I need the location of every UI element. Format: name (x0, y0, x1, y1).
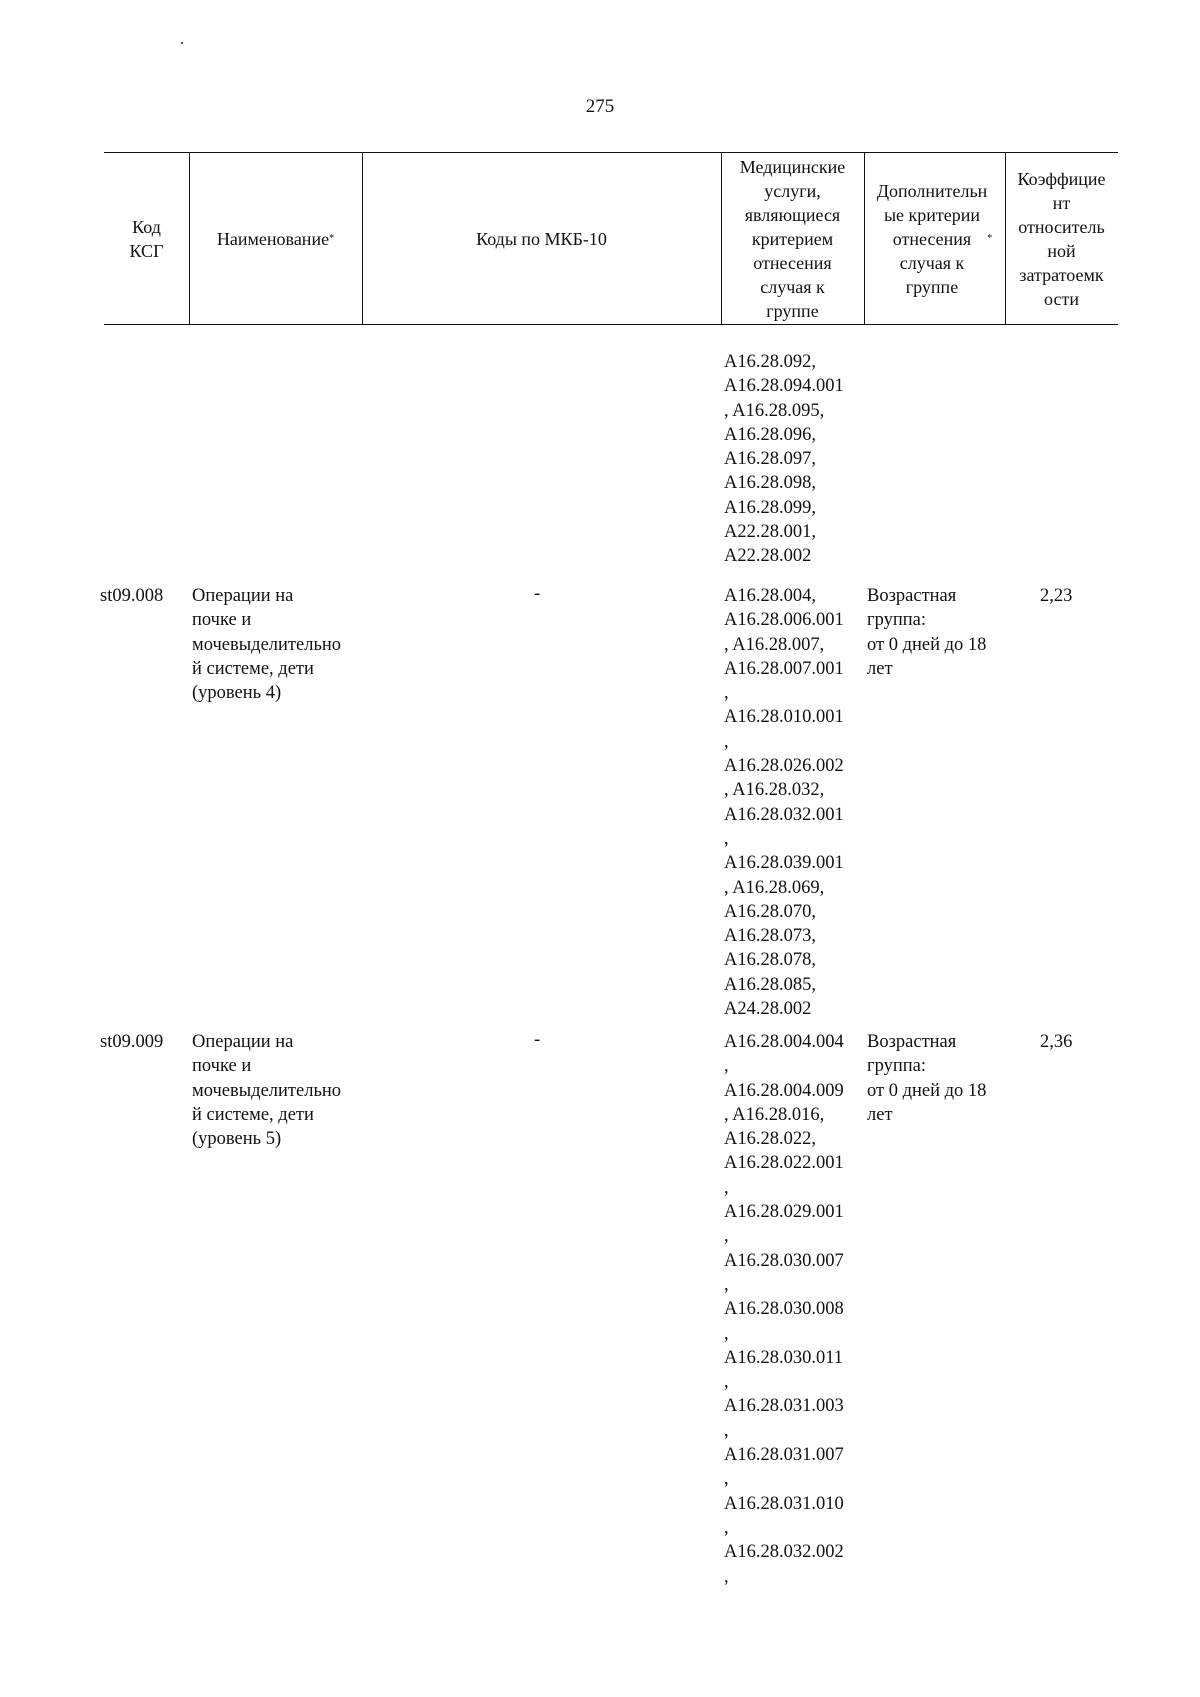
row-code: st09.008 (100, 586, 164, 606)
header-code: Код КСГ (129, 216, 164, 261)
header-extra-criteria (864, 153, 1005, 324)
continued-services: A16.28.092, A16.28.094.001 , A16.28.095, A16.28.096, A16.28.097, A16.28.098, A16.28.099, A22.28.001, A22.28.002 (724, 352, 844, 567)
row-icd: - (534, 1030, 541, 1050)
header-icd: Коды по МКБ-10 (476, 228, 607, 249)
row-icd: - (534, 584, 541, 604)
header-coefficient: Коэффицие нт относитель ной затратоемк ости (1017, 168, 1106, 309)
header-extra-label: Дополнительн ые критерии отнесения случая к группе (876, 180, 988, 297)
header-name-footnote-mark: * (329, 232, 335, 244)
row-code: st09.009 (100, 1032, 164, 1052)
row-extra-criteria: Возрастная группа: от 0 дней до 18 лет (867, 1032, 987, 1125)
scan-speck (181, 42, 183, 44)
row-coefficient: 2,36 (1040, 1032, 1073, 1052)
header-services: Медицинские услуги, являющиеся критерием отнесения случая к группе (739, 156, 846, 321)
row-name: Операции на почке и мочевыделительно й системе, дети (уровень 5) (192, 1032, 342, 1150)
row-services: A16.28.004.004 , A16.28.004.009 , A16.28.016, A16.28.022, A16.28.022.001 , A16.28.029.001 , A16.28.030.007 , A16.28.030.008 , A16.28.030.011 , A16.28.031.003 , A16.28.031.007 , A16.28.031.010 , A16.28.032.002 , (724, 1032, 844, 1587)
row-services: A16.28.004, A16.28.006.001 , A16.28.007, A16.28.007.001 , A16.28.010.001 , A16.28.026.002 , A16.28.032, A16.28.032.001 , A16.28.039.001 , A16.28.069, A16.28.070, A16.28.073, A16.28.078, A16.28.085, A24.28.002 (724, 586, 844, 1020)
row-coefficient: 2,23 (1040, 586, 1073, 606)
header-extra-footnote-mark: * (987, 232, 993, 244)
page-number: 275 (585, 96, 615, 117)
row-extra-criteria: Возрастная группа: от 0 дней до 18 лет (867, 586, 987, 679)
header-name-label: Наименование (216, 228, 330, 249)
table-header (104, 152, 1118, 325)
header-name (189, 153, 362, 324)
row-name: Операции на почке и мочевыделительно й системе, дети (уровень 4) (192, 586, 342, 704)
